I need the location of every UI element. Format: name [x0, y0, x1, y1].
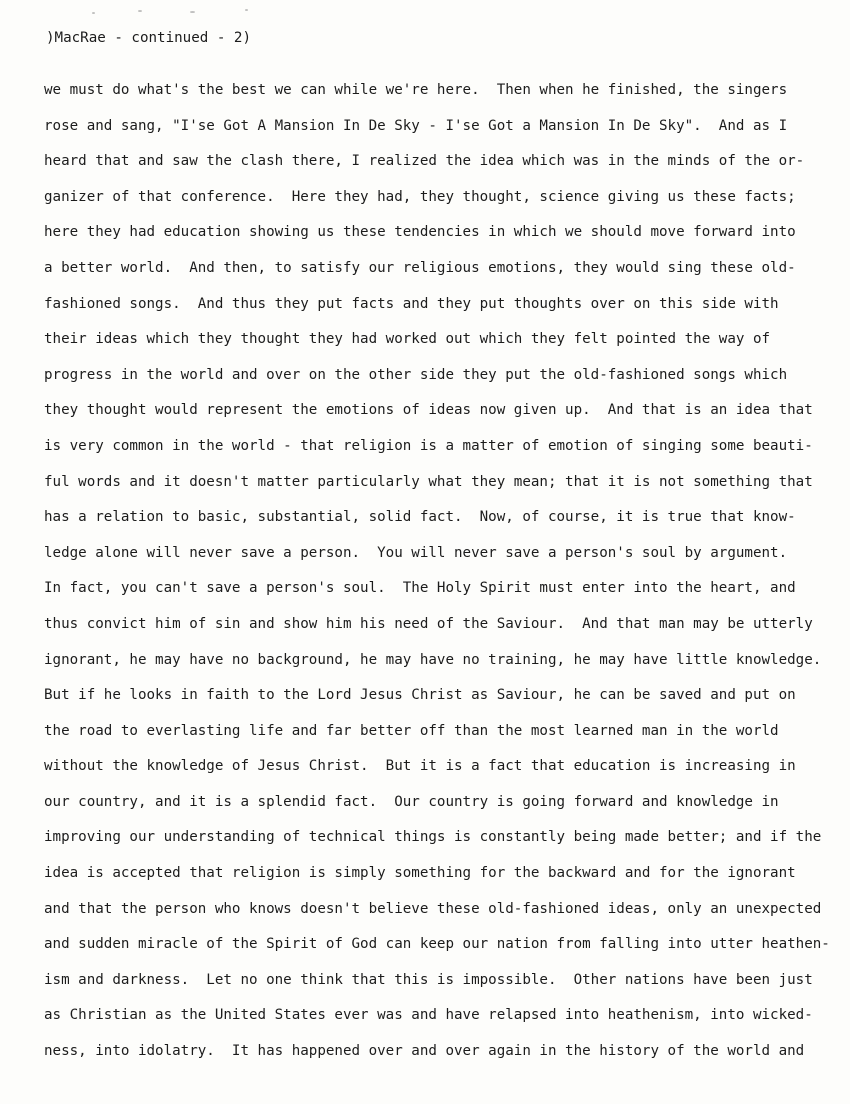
text-line: a better world. And then, to satisfy our religious emotions, they would sing these old-	[44, 259, 796, 276]
text-line: fashioned songs. And thus they put facts and they put thoughts over on this side with	[44, 295, 779, 312]
text-line: ledge alone will never save a person. You will never save a person's soul by argument.	[44, 544, 788, 561]
text-line: ful words and it doesn't matter particularly what they mean; that it is not something that	[44, 473, 813, 490]
running-head: )MacRae - continued - 2)	[46, 30, 251, 46]
text-line: and that the person who knows doesn't believe these old-fashioned ideas, only an unexpected	[44, 900, 822, 917]
text-line: and sudden miracle of the Spirit of God can keep our nation from falling into utter heathen-	[44, 936, 830, 953]
paper-speck	[245, 9, 248, 11]
text-line: But if he looks in faith to the Lord Jesus Christ as Saviour, he can be saved and put on	[44, 687, 796, 704]
text-line: here they had education showing us these tendencies in which we should move forward into	[44, 224, 796, 241]
text-line: ism and darkness. Let no one think that this is impossible. Other nations have been just	[44, 971, 813, 988]
text-line: has a relation to basic, substantial, solid fact. Now, of course, it is true that know-	[44, 509, 796, 526]
body-text	[44, 77, 844, 1074]
text-line: as Christian as the United States ever was and have relapsed into heathenism, into wicked-	[44, 1007, 813, 1024]
text-line: rose and sang, "I'se Got A Mansion In De Sky - I'se Got a Mansion In De Sky". And as I	[44, 117, 788, 134]
text-line: ignorant, he may have no background, he may have no training, he may have little knowledge.	[44, 651, 822, 668]
text-line: thus convict him of sin and show him his need of the Saviour. And that man may be utterly	[44, 615, 813, 632]
text-line: heard that and saw the clash there, I realized the idea which was in the minds of the or-	[44, 153, 805, 170]
paper-speck	[92, 12, 95, 14]
text-line: their ideas which they thought they had worked out which they felt pointed the way of	[44, 331, 771, 348]
text-line: without the knowledge of Jesus Christ. But it is a fact that education is increasing in	[44, 758, 796, 775]
text-line: the road to everlasting life and far better off than the most learned man in the world	[44, 722, 779, 739]
text-line: ness, into idolatry. It has happened over and over again in the history of the world and	[44, 1043, 805, 1060]
paper-speck	[190, 11, 195, 13]
text-line: improving our understanding of technical things is constantly being made better; and if the	[44, 829, 822, 846]
text-line: we must do what's the best we can while we're here. Then when he finished, the singers	[44, 82, 788, 98]
text-line: ganizer of that conference. Here they had, they thought, science giving us these facts;	[44, 188, 796, 205]
text-line: our country, and it is a splendid fact. Our country is going forward and knowledge in	[44, 793, 779, 810]
text-line: they thought would represent the emotions of ideas now given up. And that is an idea that	[44, 402, 813, 419]
paper-speck	[138, 10, 142, 12]
text-line: In fact, you can't save a person's soul. The Holy Spirit must enter into the heart, and	[44, 580, 796, 597]
text-line: is very common in the world - that religion is a matter of emotion of singing some beauti-	[44, 437, 813, 454]
text-line: idea is accepted that religion is simply something for the backward and for the ignorant	[44, 865, 796, 882]
text-line: progress in the world and over on the other side they put the old-fashioned songs which	[44, 366, 788, 383]
